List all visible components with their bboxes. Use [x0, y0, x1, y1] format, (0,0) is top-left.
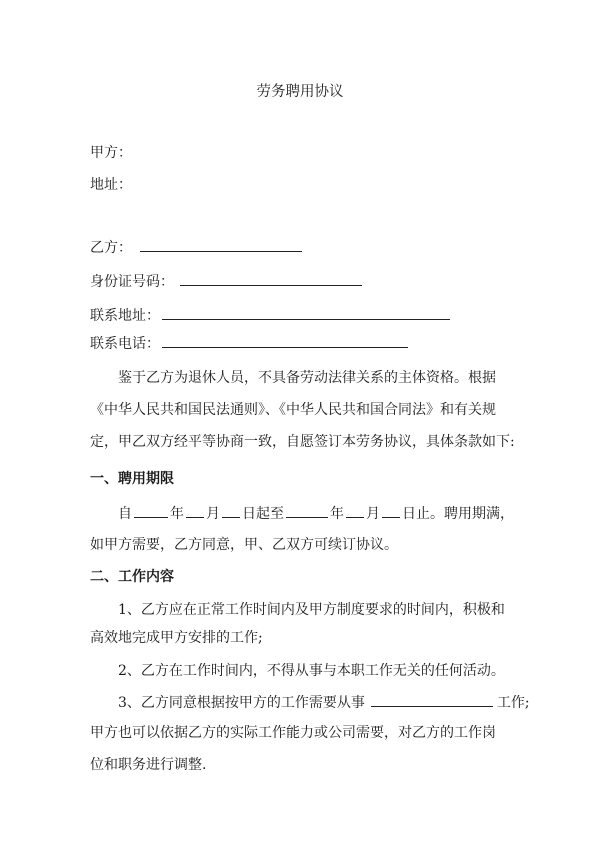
start-year-blank[interactable] [134, 503, 168, 518]
term-year-label-2: 年 [330, 506, 344, 522]
end-day-blank[interactable] [382, 503, 400, 518]
phone-blank[interactable] [162, 333, 408, 348]
section-1-heading: 一、聘用期限 [90, 471, 174, 487]
party-b-blank[interactable] [140, 237, 302, 252]
work-item-1-line-1: 1、乙方应在正常工作时间内及甲方制度要求的时间内，积极和 [118, 602, 505, 618]
intro-line-2: 《中华人民共和国民法通则》、《中华人民共和国合同法》和有关规 [90, 402, 496, 418]
work-item-3-prefix: 3、乙方同意根据按甲方的工作需要从事 [118, 695, 365, 711]
work-item-3-line-3: 位和职务进行调整. [90, 757, 207, 773]
work-item-3-line-1 [118, 692, 530, 713]
term-line-2: 如甲方需要，乙方同意，甲、乙双方可续订协议。 [90, 537, 398, 553]
id-number-field [90, 271, 364, 292]
work-item-3-line-2: 甲方也可以依据乙方的实际工作能力或公司需要，对乙方的工作岗 [90, 725, 496, 741]
work-type-blank[interactable] [371, 692, 493, 707]
intro-line-1: 鉴于乙方为退休人员，不具备劳动法律关系的主体资格。根据 [118, 370, 496, 386]
contact-address-field [90, 305, 452, 326]
party-b-field [90, 237, 304, 258]
contact-address-blank[interactable] [162, 305, 450, 320]
term-line-1 [118, 503, 514, 524]
term-month-label-2: 月 [366, 506, 380, 522]
document-title: 劳务聘用协议 [256, 84, 344, 100]
party-a-label: 甲方： [90, 145, 132, 161]
term-end-label: 日止。聘用期满， [402, 506, 514, 522]
party-b-label: 乙方： [90, 240, 132, 256]
work-item-2: 2、乙方在工作时间内，不得从事与本职工作无关的任何活动。 [118, 663, 505, 679]
id-number-blank[interactable] [180, 271, 362, 286]
start-month-blank[interactable] [186, 503, 204, 518]
party-a-address-label: 地址： [90, 177, 132, 193]
end-year-blank[interactable] [286, 503, 328, 518]
term-from-label: 自 [118, 506, 132, 522]
work-item-3-suffix: 工作; [496, 695, 530, 711]
phone-label: 联系电话： [90, 336, 160, 352]
work-item-1-line-2: 高效地完成甲方安排的工作; [90, 630, 263, 646]
phone-field [90, 333, 410, 354]
term-day-to-label: 日起至 [242, 506, 284, 522]
section-2-heading: 二、工作内容 [90, 569, 174, 585]
term-year-label: 年 [170, 506, 184, 522]
contact-address-label: 联系地址： [90, 308, 160, 324]
end-month-blank[interactable] [346, 503, 364, 518]
id-number-label: 身份证号码： [90, 274, 174, 290]
term-month-label: 月 [206, 506, 220, 522]
start-day-blank[interactable] [222, 503, 240, 518]
intro-line-3: 定，甲乙双方经平等协商一致，自愿签订本劳务协议，具体条款如下: [90, 434, 515, 450]
